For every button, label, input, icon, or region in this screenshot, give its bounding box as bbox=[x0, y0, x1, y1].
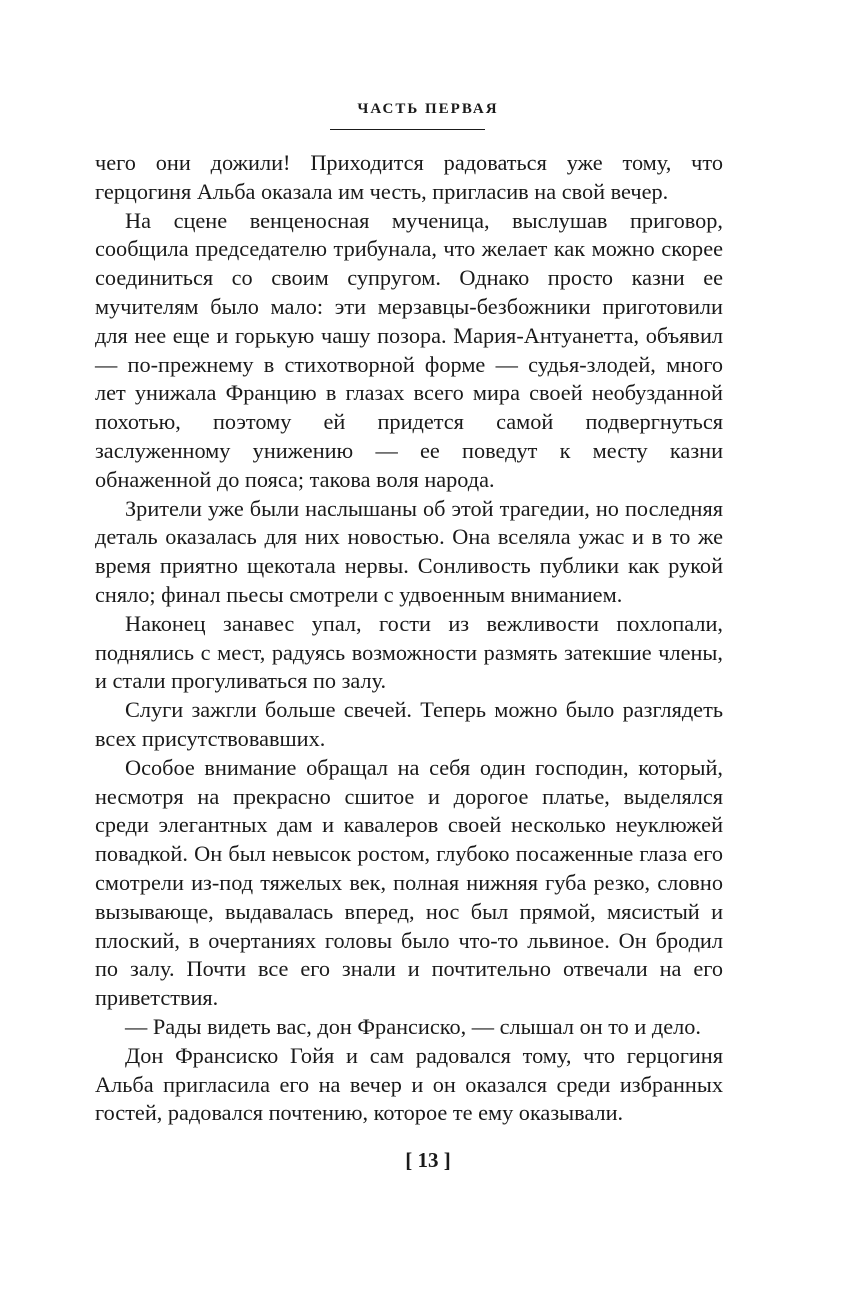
header-rule bbox=[330, 129, 485, 130]
page-number: [ 13 ] bbox=[405, 1148, 451, 1172]
dialogue-line: — Рады видеть вас, дон Франсиско, — слышал он то и дело. bbox=[125, 1013, 702, 1039]
paragraph: На сцене венценосная мученица, выслушав приговор, сообщила председателю трибунала, что желает как можно скорее соединиться со своим супругом. Однако просто казни ее мучителям было мало: эти мерзавцы-безбожники приготовили для нее еще и горькую чашу позора. Мария-Антуанетта, объявил — по-прежнему в стихотворной форме — судья-злодей, много лет унижала Францию в глазах всего мира своей необузданной похотью, поэтому ей придется самой подвергнуться заслуженному унижению — ее поведут к месту казни обнаженной до пояса; такова воля народа. bbox=[95, 207, 723, 492]
paragraph-continued: чего они дожили! Приходится радоваться уже тому, что герцогиня Альба оказала им честь, пригласив на свой вечер. bbox=[95, 150, 723, 204]
paragraph: Дон Франсиско Гойя и сам радовался тому, что герцогиня Альба пригласила его на вечер и он оказался среди избранных гостей, радовался почтению, которое те ему оказывали. bbox=[95, 1042, 723, 1126]
body-text bbox=[95, 149, 723, 1128]
running-head: ЧАСТЬ ПЕРВАЯ bbox=[357, 101, 499, 117]
paragraph: Наконец занавес упал, гости из вежливости похлопали, поднялись с мест, радуясь возможности размять затекшие члены, и стали прогуливаться по залу. bbox=[95, 610, 723, 694]
paragraph: Зрители уже были наслышаны об этой трагедии, но последняя деталь оказалась для них новостью. Она вселяла ужас и в то же время приятно щекотала нервы. Сонливость публики как рукой сняло; финал пьесы смотрели с удвоенным вниманием. bbox=[95, 495, 723, 607]
paragraph: Особое внимание обращал на себя один господин, который, несмотря на прекрасно сшитое и дорогое платье, выделялся среди элегантных дам и кавалеров своей несколько неуклюжей повадкой. Он был невысок ростом, глубоко посаженные глаза его смотрели из-под тяжелых век, полная нижняя губа резко, словно вызывающе, выдавалась вперед, нос был прямой, мясистый и плоский, в очертаниях головы было что-то львиное. Он бродил по залу. Почти все его знали и почтительно отвечали на его приветствия. bbox=[95, 754, 723, 1011]
paragraph: Слуги зажгли больше свечей. Теперь можно было разглядеть всех присутствовавших. bbox=[95, 697, 723, 751]
